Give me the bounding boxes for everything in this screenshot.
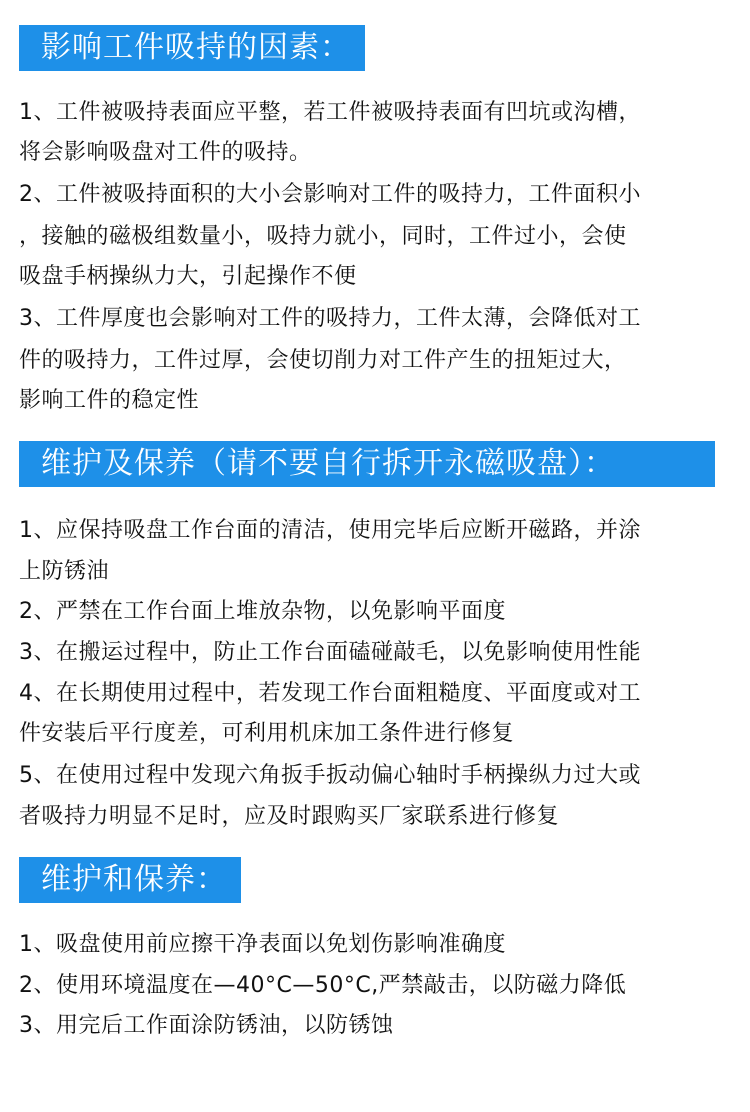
text-line: 3、工件厚度也会影响对工件的吸持力，工件太薄，会降低对工: [19, 306, 641, 331]
section-heading: 影响工件吸持的因素：: [19, 25, 365, 71]
section-heading: 维护及保养（请不要自行拆开永磁吸盘）：: [19, 441, 715, 487]
text-line: 2、工件被吸持面积的大小会影响对工件的吸持力，工件面积小: [19, 182, 641, 207]
section-maintenance-no-disassembly: [0, 441, 750, 487]
section-maintenance: [0, 857, 750, 903]
text-line: 2、使用环境温度在—40°C—50°C,严禁敲击，以防磁力降低: [19, 973, 627, 998]
text-line: 1、吸盘使用前应擦干净表面以免划伤影响准确度: [19, 932, 506, 957]
text-line: 吸盘手柄操纵力大，引起操作不便: [19, 264, 357, 289]
text-line: 件的吸持力，工件过厚，会使切削力对工件产生的扭矩过大，: [19, 348, 627, 373]
text-line: 3、在搬运过程中，防止工作台面磕碰敲毛，以免影响使用性能: [19, 640, 641, 665]
text-line: 将会影响吸盘对工件的吸持。: [19, 140, 312, 165]
section-factors: [0, 25, 750, 71]
text-line: 件安装后平行度差，可利用机床加工条件进行修复: [19, 721, 515, 746]
text-line: 1、应保持吸盘工作台面的清洁，使用完毕后应断开磁路，并涂: [19, 518, 641, 543]
section-heading: 维护和保养：: [19, 857, 241, 903]
text-line: 1、工件被吸持表面应平整，若工件被吸持表面有凹坑或沟槽，: [19, 100, 641, 125]
text-line: 5、在使用过程中发现六角扳手扳动偏心轴时手柄操纵力过大或: [19, 763, 641, 788]
text-line: 上防锈油: [19, 559, 110, 584]
text-line: 3、用完后工作面涂防锈油，以防锈蚀: [19, 1013, 394, 1038]
text-line: 影响工件的稳定性: [19, 388, 200, 413]
text-line: 4、在长期使用过程中，若发现工作台面粗糙度、平面度或对工: [19, 681, 641, 706]
text-line: 者吸持力明显不足时，应及时跟购买厂家联系进行修复: [19, 804, 560, 829]
text-line: ，接触的磁极组数量小，吸持力就小，同时，工件过小，会使: [19, 224, 627, 249]
text-line: 2、严禁在工作台面上堆放杂物，以免影响平面度: [19, 599, 506, 624]
